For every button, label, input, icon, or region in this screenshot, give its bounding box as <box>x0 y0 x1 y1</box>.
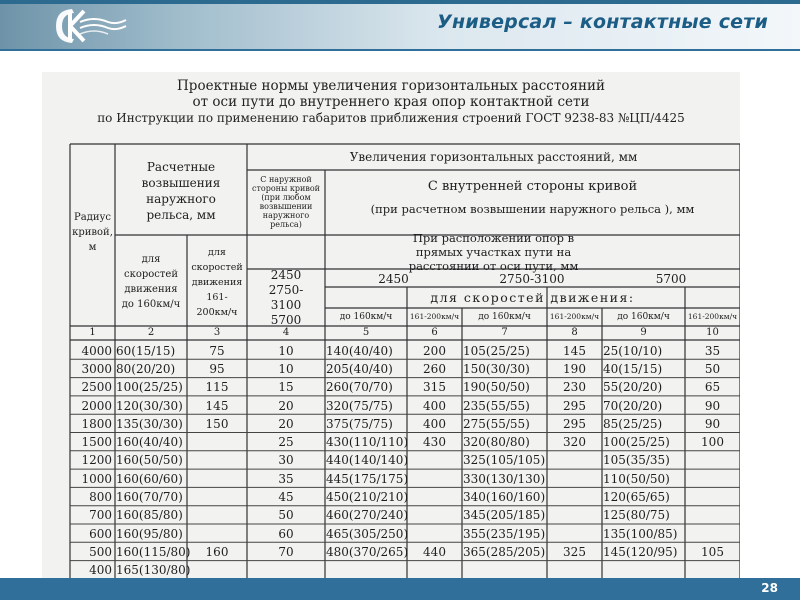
table-cell: 65 <box>704 380 721 395</box>
table-cell: 125(80/75) <box>603 508 670 523</box>
table-cell: 165(130/80) <box>116 563 191 578</box>
table-cell: 1500 <box>81 435 112 450</box>
table-cell <box>326 562 407 578</box>
table-cell: 2000 <box>81 398 112 413</box>
table-cell: 70 <box>278 544 294 559</box>
table-cell: 50 <box>278 508 294 523</box>
subheader-2750-160: до 160км/ч <box>478 312 531 322</box>
table-cell: 440(140/140) <box>326 453 409 468</box>
table-cell <box>463 562 547 578</box>
table-cell: 315 <box>423 380 446 395</box>
table-cell: 700 <box>89 508 112 523</box>
table-cell: 345(205/185) <box>463 508 546 523</box>
table-cell: 3000 <box>81 361 112 376</box>
document-title-line-3: по Инструкции по применению габаритов приближения строений ГОСТ 9238-83 №ЦП/4425 <box>97 111 685 125</box>
header-speeds-caption: для скоростей движения: <box>430 289 635 305</box>
table-cell: 115 <box>205 380 229 395</box>
header-distance-5700: 5700 <box>655 271 687 286</box>
table-cell: 95 <box>209 361 225 376</box>
header-speed-161-200: для скоростей движения 161-200км/ч <box>191 246 243 318</box>
table-cell: 75 <box>209 343 225 358</box>
table-cell <box>685 470 740 487</box>
header-elevation: Расчетные возвышения наружного рельса, мм <box>141 160 221 222</box>
table-cell: 160 <box>205 544 229 559</box>
subheader-2450-200: 161-200км/ч <box>409 312 460 321</box>
table-cell: 440 <box>423 544 446 559</box>
table-cell <box>547 452 602 469</box>
table-cell: 500 <box>89 544 112 559</box>
table-cell: 4000 <box>81 343 112 358</box>
table-cell: 1800 <box>81 416 112 431</box>
header-inner-side: С внутренней стороны кривой <box>427 179 638 194</box>
table-cell: 120(30/30) <box>116 398 183 413</box>
header-location: При расположении опор в прямых участках пути на расстоянии от оси пути, мм <box>408 231 579 273</box>
slide-title: Универсал – контактные сети <box>437 11 768 33</box>
table-cell: 400 <box>423 398 446 413</box>
table-cell: 260(70/70) <box>326 380 393 395</box>
column-number: 4 <box>282 327 290 338</box>
table-cell: 160(95/80) <box>116 526 183 541</box>
table-cell <box>407 562 462 578</box>
table-cell: 320 <box>563 435 586 450</box>
table-cell: 330(130/130) <box>463 471 546 486</box>
header-top-line <box>0 0 800 4</box>
table-cell: 430(110/110) <box>326 435 409 450</box>
table-cell: 800 <box>89 490 112 505</box>
table-cell: 90 <box>704 416 721 431</box>
table-cell: 445(175/175) <box>326 471 409 486</box>
table-cell: 205(40/40) <box>326 361 393 376</box>
page-number: 28 <box>761 581 778 595</box>
table-cell <box>407 507 462 524</box>
table-cell <box>685 452 740 469</box>
table-cell: 160(60/60) <box>116 471 183 486</box>
table-cell <box>685 507 740 524</box>
column-number: 5 <box>362 327 370 338</box>
table-cell: 60 <box>278 526 294 541</box>
table-cell <box>187 525 247 542</box>
table-cell <box>187 488 247 505</box>
header-increase: Увеличения горизонтальных расстояний, мм <box>349 150 638 164</box>
table-cell: 15 <box>278 380 294 395</box>
header-distance-2750-3100: 2750-3100 <box>499 271 565 286</box>
table-cell: 190(50/50) <box>463 380 530 395</box>
table-cell: 375(75/75) <box>326 416 393 431</box>
table-cell <box>187 470 247 487</box>
table-cell: 480(370/265) <box>326 544 409 559</box>
table-cell: 40(15/15) <box>603 361 663 376</box>
table-cell: 1000 <box>81 471 112 486</box>
table-cell: 90 <box>704 398 721 413</box>
table-cell: 135(100/85) <box>603 526 678 541</box>
table-cell <box>187 562 247 578</box>
subheader-2450-160: до 160км/ч <box>339 312 393 322</box>
column-number: 2 <box>147 327 155 338</box>
table-cell: 105 <box>701 544 724 559</box>
table-cell <box>247 562 325 578</box>
table-cell: 140(40/40) <box>326 343 393 358</box>
header-outer-side: С наружной стороны кривой (при любом возвышении наружного рельса) <box>251 175 320 229</box>
table-cell: 85(25/25) <box>603 416 663 431</box>
table-cell: 235(55/55) <box>463 398 530 413</box>
table-cell: 465(305/250) <box>326 526 409 541</box>
column-number: 6 <box>431 327 438 338</box>
column-number: 9 <box>640 327 647 338</box>
table-cell: 110(50/50) <box>603 471 670 486</box>
scanned-table-document <box>42 72 740 578</box>
table-cell: 145(120/95) <box>603 544 678 559</box>
table-cell <box>685 562 740 578</box>
table-cell: 70(20/20) <box>603 398 663 413</box>
table-cell <box>187 507 247 524</box>
column-number: 8 <box>571 327 578 338</box>
subheader-5700-200: 161-200км/ч <box>687 312 738 321</box>
header-radius: Радиус кривой, м <box>72 211 113 253</box>
document-title-line-1: Проектные нормы увеличения горизонтальных расстояний <box>177 78 605 94</box>
table-cell <box>187 452 247 469</box>
table-cell: 450(210/210) <box>326 490 409 505</box>
table-cell <box>187 434 247 451</box>
table-cell: 355(235/195) <box>463 526 546 541</box>
slide-header <box>0 0 800 50</box>
table-cell: 20 <box>278 398 294 413</box>
header-distance-outer: 2450 2750-3100 5700 <box>268 267 304 327</box>
table-cell: 145 <box>205 398 229 413</box>
table-cell <box>547 488 602 505</box>
table-cell <box>407 525 462 542</box>
table-cell: 320(75/75) <box>326 398 393 413</box>
table-cell <box>547 507 602 524</box>
table-cell: 10 <box>278 361 294 376</box>
table-cell: 20 <box>278 416 294 431</box>
table-cell <box>603 562 685 578</box>
table-cell: 230 <box>563 380 586 395</box>
subheader-2750-200: 161-200км/ч <box>549 312 600 321</box>
table-cell <box>547 562 602 578</box>
table-cell: 150 <box>205 416 229 431</box>
table-cell: 45 <box>278 490 294 505</box>
table-cell: 200 <box>423 343 446 358</box>
table-cell: 160(70/70) <box>116 490 183 505</box>
table-cell: 275(55/55) <box>463 416 530 431</box>
table-cell: 150(30/30) <box>463 361 530 376</box>
table-cell: 400 <box>89 563 112 578</box>
slide-footer <box>0 578 800 600</box>
table-cell: 105(25/25) <box>463 343 530 358</box>
header-divider <box>0 49 800 51</box>
table-cell: 25 <box>278 435 294 450</box>
table-cell: 365(285/205) <box>463 544 546 559</box>
subheader-5700-160: до 160км/ч <box>617 312 670 322</box>
header-distance-2450: 2450 <box>378 271 409 286</box>
table-cell: 1200 <box>81 453 112 468</box>
table-cell: 160(115/80) <box>116 544 191 559</box>
table-cell: 320(80/80) <box>463 435 530 450</box>
table-cell <box>407 470 462 487</box>
table-cell: 135(30/30) <box>116 416 183 431</box>
table-cell: 10 <box>278 343 294 358</box>
table-cell <box>685 488 740 505</box>
table-cell: 460(270/240) <box>326 508 409 523</box>
table-cell: 295 <box>563 398 586 413</box>
table-cell: 430 <box>423 435 446 450</box>
table-cell: 55(20/20) <box>603 380 663 395</box>
table-cell <box>685 525 740 542</box>
column-number: 1 <box>89 327 96 338</box>
table-cell: 60(15/15) <box>116 343 176 358</box>
table-cell: 35 <box>278 471 294 486</box>
table-cell: 100 <box>701 435 724 450</box>
header-inner-side-note: (при расчетном возвышении наружного рельса ), мм <box>370 202 695 216</box>
table-cell: 190 <box>563 361 586 376</box>
table-cell: 325 <box>563 544 586 559</box>
table-cell <box>547 525 602 542</box>
company-logo-icon <box>50 6 128 46</box>
table-cell <box>407 488 462 505</box>
table-cell: 260 <box>423 361 446 376</box>
table-cell: 145 <box>563 343 586 358</box>
column-number: 7 <box>501 327 508 338</box>
column-number: 10 <box>706 327 719 338</box>
header-speed-160: для скоростей движения до 160км/ч <box>121 254 181 310</box>
table-cell: 100(25/25) <box>116 380 183 395</box>
table-cell: 80(20/20) <box>116 361 176 376</box>
column-number: 3 <box>213 327 221 338</box>
table-cell: 35 <box>704 343 721 358</box>
table-cell: 100(25/25) <box>603 435 670 450</box>
table-cell: 295 <box>563 416 586 431</box>
table-cell: 25(10/10) <box>603 343 663 358</box>
table-cell: 160(40/40) <box>116 435 183 450</box>
table-cell: 2500 <box>81 380 112 395</box>
table-cell: 160(50/50) <box>116 453 183 468</box>
table-cell <box>407 452 462 469</box>
table-cell: 30 <box>278 453 294 468</box>
table-cell: 600 <box>89 526 112 541</box>
document-title-line-2: от оси пути до внутреннего края опор контактной сети <box>192 94 590 110</box>
table-cell: 325(105/105) <box>463 453 546 468</box>
table-cell: 50 <box>704 361 721 376</box>
table-cell: 105(35/35) <box>603 453 670 468</box>
table-cell: 160(85/80) <box>116 508 183 523</box>
table-cell <box>547 470 602 487</box>
table-cell: 400 <box>423 416 446 431</box>
table-cell: 120(65/65) <box>603 490 670 505</box>
table-cell: 340(160/160) <box>463 490 546 505</box>
